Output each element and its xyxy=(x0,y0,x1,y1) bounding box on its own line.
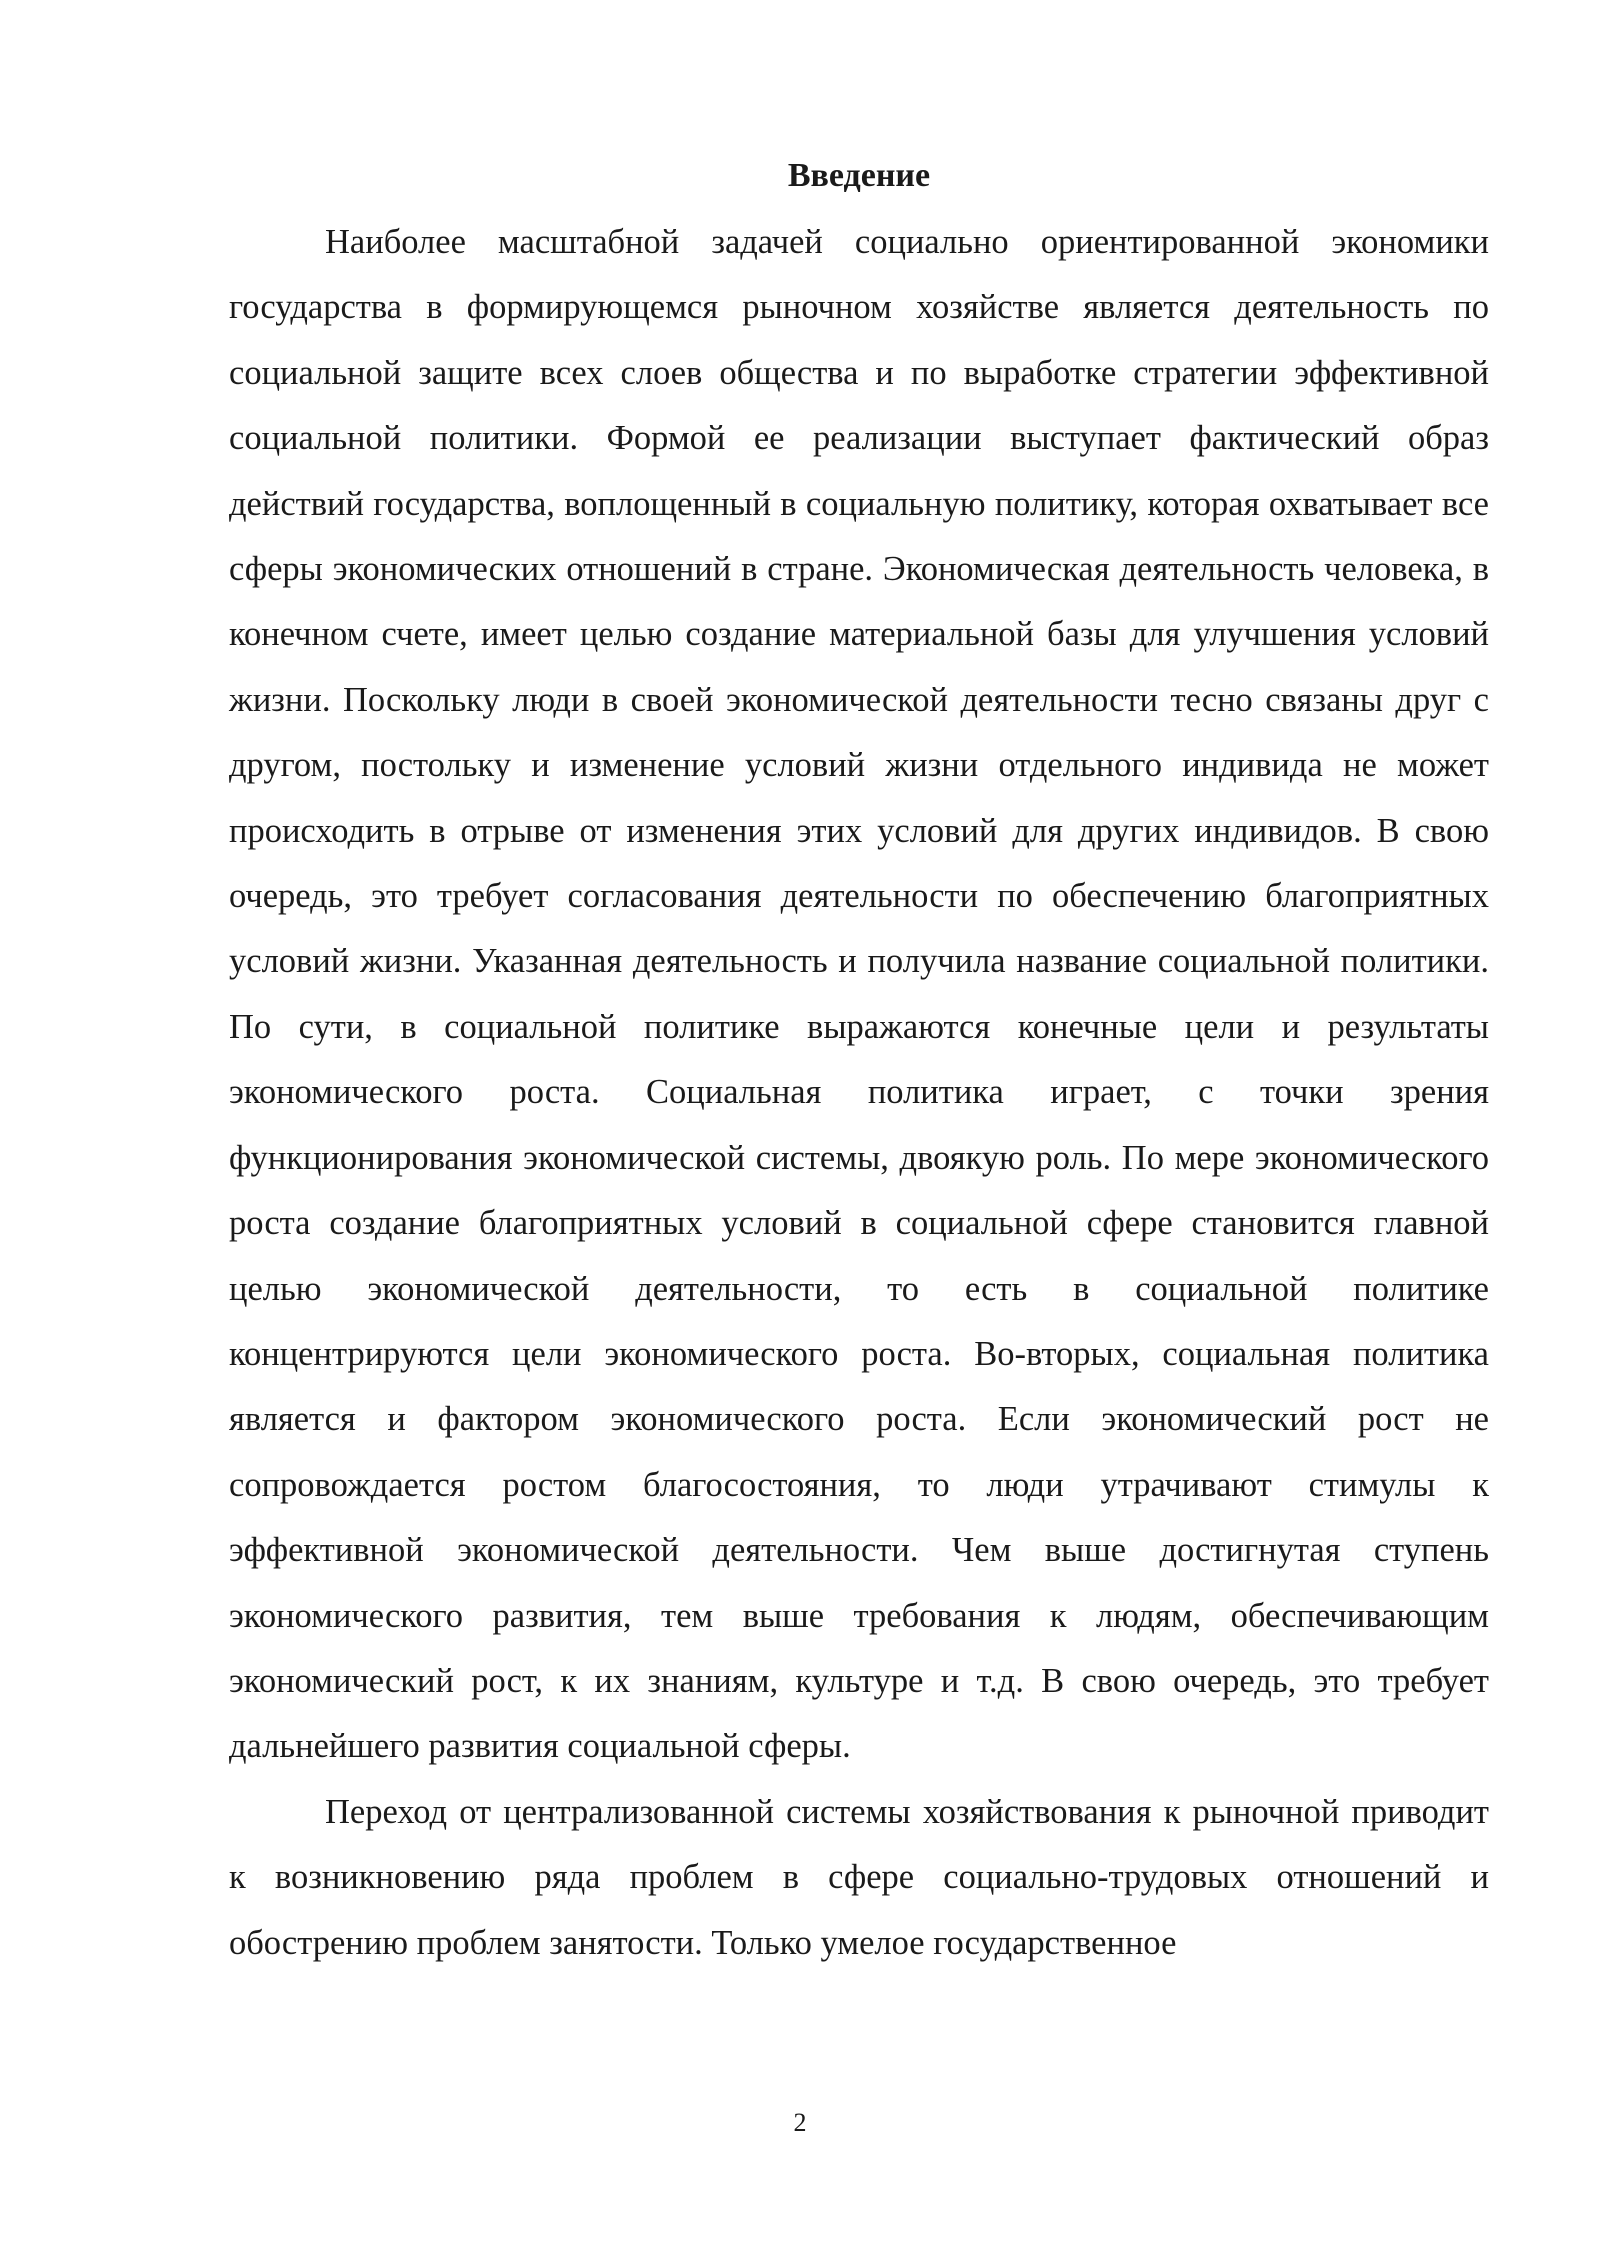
paragraph-1: Наиболее масштабной задачей социально ориентированной экономики государства в формирующемся рыночном хозяйстве является деятельность по социальной защите всех слоев общества и по выработке стратегии эффективной социальной политики. Формой ее реализации выступает фактический образ действий государства, воплощенный в социальную политику, которая охватывает все сферы экономических отношений в стране. Экономическая деятельность человека, в конечном счете, имеет целью создание материальной базы для улучшения условий жизни. Поскольку люди в своей экономической деятельности тесно связаны друг с другом, постольку и изменение условий жизни отдельного индивида не может происходить в отрыве от изменения этих условий для других индивидов. В свою очередь, это требует согласования деятельности по обеспечению благоприятных условий жизни. Указанная деятельность и получила название социальной политики. По сути, в социальной политике выражаются конечные цели и результаты экономического роста. Социальная политика играет, с точки зрения функционирования экономической системы, двоякую роль. По мере экономического роста создание благоприятных условий в социальной сфере становится главной целью экономической деятельности, то есть в социальной политике концентрируются цели экономического роста. Во-вторых, социальная политика является и фактором экономического роста. Если экономический рост не сопровождается ростом благосостояния, то люди утрачивают стимулы к эффективной экономической деятельности. Чем выше достигнутая ступень экономического развития, тем выше требования к людям, обеспечивающим экономический рост, к их знаниям, культуре и т.д. В свою очередь, это требует дальнейшего развития социальной сферы. xyxy=(229,223,1489,1766)
page-number: 2 xyxy=(793,2108,807,2137)
paragraph-2: Переход от централизованной системы хозяйствования к рыночной приводит к возникновению ряда проблем в сфере социально-трудовых отношений и обострению проблем занятости. Только умелое государственное xyxy=(229,1792,1489,1962)
section-heading: Введение xyxy=(787,157,931,194)
page-content xyxy=(229,150,1489,1976)
